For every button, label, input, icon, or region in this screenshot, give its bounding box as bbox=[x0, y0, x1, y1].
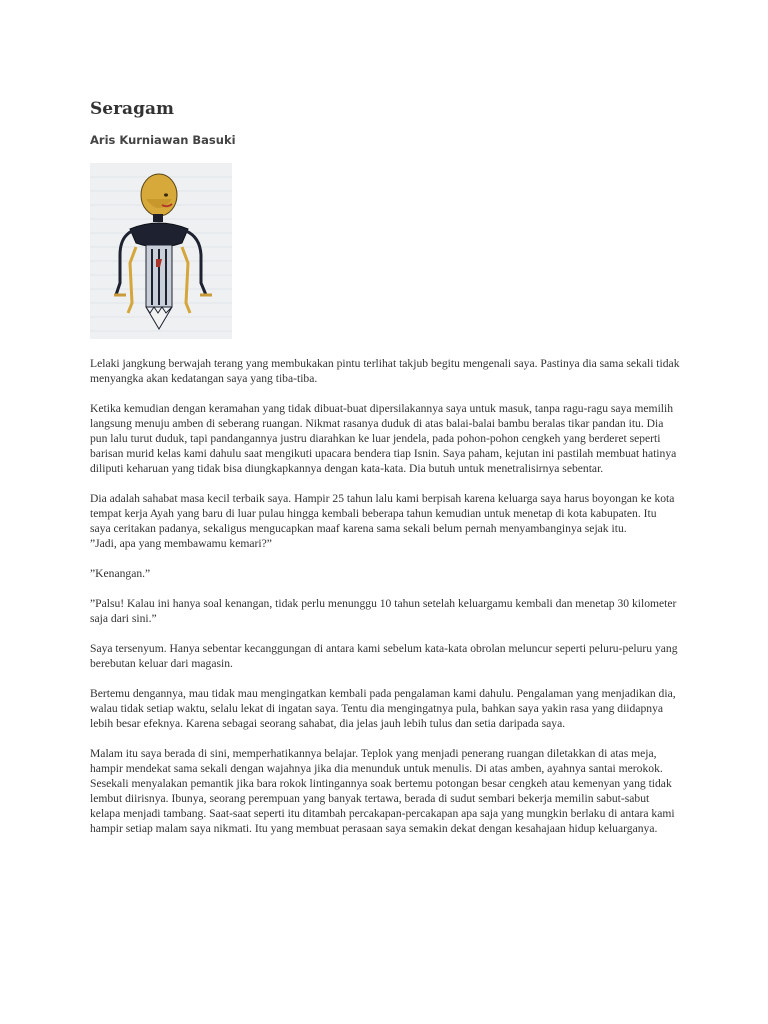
article-body bbox=[90, 356, 680, 836]
paragraph: ”Kenangan.” bbox=[90, 567, 151, 580]
article-author: Aris Kurniawan Basuki bbox=[90, 133, 236, 147]
paragraph: Lelaki jangkung berwajah terang yang membukakan pintu terlihat takjub begitu mengenali saya. Pastinya dia sama sekali tidak menyangka akan kedatangan saya yang tiba-tiba. bbox=[90, 357, 680, 385]
article-title: Seragam bbox=[90, 99, 174, 119]
paragraph: Ketika kemudian dengan keramahan yang tidak dibuat-buat dipersilakannya saya untuk masuk, tanpa ragu-ragu saya memilih langsung menuju amben di seberang ruangan. Nikmat rasanya duduk di atas balai-balai bambu beralas tikar pandan itu. Dia pun lalu turut duduk, tapi pandangannya justru diarahkan ke luar jendela, pada pohon-pohon cengkeh yang berderet seperti barisan murid kelas kami dahulu saat mengikuti upacara bendera tiap Isnin. Saya paham, kejutan ini pastilah membuat hatinya diliputi keharuan yang tidak bisa diungkapkannya dengan kata-kata. Dia butuh untuk menetralisirnya sebentar. bbox=[90, 402, 677, 475]
paragraph: Bertemu dengannya, mau tidak mau mengingatkan kembali pada pengalaman kami dahulu. Pengalaman yang menjadikan dia, walau tidak setiap waktu, selalu lekat di ingatan saya. Tentu dia mengingatnya pula, bahkan saya yakin rasa yang diidapnya lebih besar efeknya. Karena sebagai seorang sahabat, dia jelas jauh lebih tulus dan setia daripada saya. bbox=[90, 687, 676, 730]
paragraph: Dia adalah sahabat masa kecil terbaik saya. Hampir 25 tahun lalu kami berpisah karena keluarga saya harus boyongan ke kota tempat kerja Ayah yang baru di luar pulau hingga kembali beberapa tahun kemudian untuk menetap di kota kabupaten. Itu saya ceritakan padanya, sekaligus mengucapkan maaf karena sama sekali belum pernah menyambanginya sejak itu. bbox=[90, 492, 675, 535]
paragraph: ”Palsu! Kalau ini hanya soal kenangan, tidak perlu menunggu 10 tahun setelah keluargamu kembali dan menetap 30 kilometer saja dari sini.” bbox=[90, 597, 677, 625]
paragraph: Saya tersenyum. Hanya sebentar kecanggungan di antara kami sebelum kata-kata obrolan meluncur seperti peluru-peluru yang berebutan keluar dari magasin. bbox=[90, 642, 678, 670]
article bbox=[90, 96, 680, 851]
paragraph: Malam itu saya berada di sini, memperhatikannya belajar. Teplok yang menjadi penerang ruangan diletakkan di atas meja, hampir mendekat sama sekali dengan wajahnya jika dia menunduk untuk menulis. Di atas amben, ayahnya santai merokok. Sesekali menyalakan pemantik jika bara rokok lintingannya soak bertemu potongan besar cengkeh atau kemenyan yang tidak lembut diirisnya. Ibunya, seorang perempuan yang banyak tertawa, berada di sudut sembari bekerja memilin sabut-sabut kelapa menjadi tambang. Saat-saat seperti itu ditambah percakapan-percakapan apa saja yang mungkin berlaku di antara kami hampir setiap malam saya nikmati. Itu yang membuat perasaan saya semakin dekat dengan kesahajaan hidup keluarganya. bbox=[90, 747, 675, 835]
paragraph: ”Jadi, apa yang membawamu kemari?” bbox=[90, 537, 272, 550]
illustration-figure bbox=[90, 163, 232, 339]
